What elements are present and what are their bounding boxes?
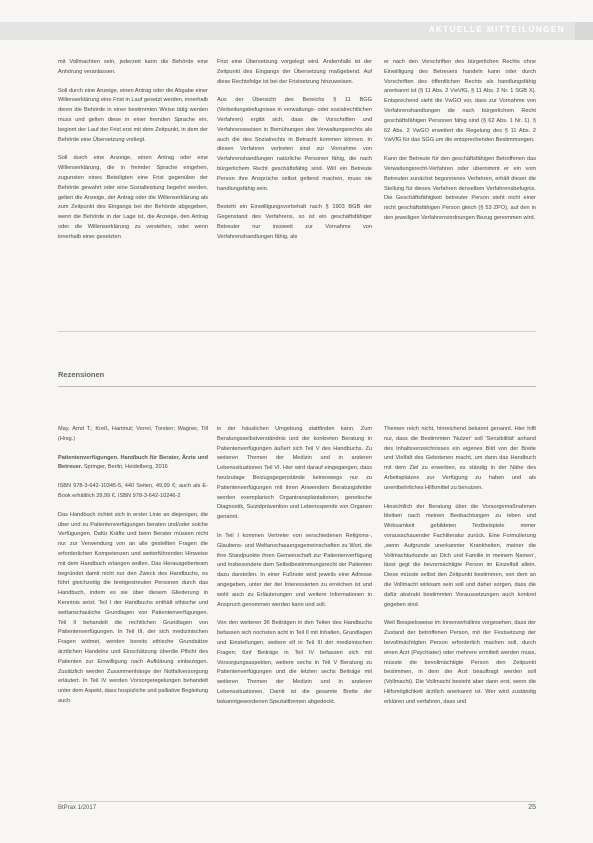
page-number: 25: [528, 804, 536, 811]
paragraph: Hinsichtlich der Beratung über die Vorsorgemaßnahmen bleiben nach meinen Beobachtungen zu leben und Wirksamkeit gebildeten Textbeispiele immer vorausschauender Fachliteratur zurück. Eine Formulierung „wenn Aufgrunde unerkannter Krankheiten, meiner die Vollmachturkunde an Dich und Familie in meinem Namen', lässt gegt die bevormächtigte Person im Einzelfall allein. Diese müsste selbst den Zeitpunkt bestimmen, von dem an die Vollmacht wirksam sein soll und daher sorgen, dass die dafür abstrakt bestimmten Voraussetzungen auch konkret gegeben sind.: [384, 503, 536, 608]
paragraph: Soll durch eine Anzeige, einen Antrag oder eine Willenserklärung, die in fremder Sprache eingehen, zugunsten eines Beteiligten eine Frist gegenüber der Behörde gewahrt oder eine Sozialleistung begehrt werden, gelten die Anzeige, der Antrag oder die Willenserklärung als zum Zeitpunkt des Eingangs bei der Behörde abgegeben, wenn die Behörde in der Lage ist, die Anzeige, den Antrag oder die Willenserklärung zu verstehen, oder wenn innerhalb einer gesetzten: [58, 155, 208, 240]
paragraph: in der häuslichen Umgebung stattfinden kann. Zum Beratungsselbstverständnis und der konkreten Beratung in Patientenverfügungen äußert sich Teil V des Handbuchs. Zu weiteren Themen der Medizin und in anderen Lebenssituationen Teil VI. Hier wird darauf eingegangen, dass heutzutage Beizugsgegenstände keineswegs nur zu Patientenverfügungen mit ihren Anwendern Beratungsfelder werden exemplarisch Organtransplantationen, genetische Diagnostik, Suizidprävention und Lebensspende von Organen genannt.: [217, 426, 372, 521]
top-column-1: [58, 58, 208, 252]
paragraph: Weil Beispielsweise im Innenverhältnis vorgesehen, dass der Zustand der betroffenen Person, mit der Festsetzung der bevollmächtigten Person erforderlich machen soll, durch einen Arzt (Psychiater) oder mehrere ermittelt werden muss, müsste die bevollmächtigte Person den Zeitpunkt bestimmen, in dem der Arzt beauftragt werden soll (Vollmacht). Die Vollmacht besteht aber dann erst, wenn die Hilfsmöglichkeit ärztlich anerkannt ist. Wer wird zuständig erklären und verfahren, dass und: [384, 620, 536, 705]
paragraph: Von den weiteren 36 Beiträgen in den Teilen des Handbuchs befassen sich nochsten acht in Teil II mit Inhalten, Grundlagen und Einstellungen, weitere elf in Teil III der medizinischen Fragen; fünf Beiträge in Teil IV befassen sich mit Vorsorgungsaspekten, weitere sechs in Teil V Beratung zu Patientenverfügungen und die letzten sechs Beiträge mit weiteren Themen der Medizin und in anderen Lebenssituationen. Damit ist die gesamte Breite der bekanntgewordenen Spezialthemen abgedeckt.: [217, 620, 372, 705]
top-column-2: [217, 58, 372, 252]
top-column-3: [384, 58, 536, 233]
footer-rule: [58, 801, 536, 802]
section-heading-rezensionen: Rezensionen: [58, 370, 105, 379]
paragraph: Frist eine Übersetzung vorgelegt wird. Andernfalls ist der Zeitpunkt des Eingangs der Übersetzung maßgebend. Auf diese Rechtsfolge ist bei der Fristsetzung hinzuweisen.: [217, 59, 372, 85]
review-book-title: Patientenverfügungen. Handbuch für Berater, Ärzte und Betreuer.: [58, 454, 208, 471]
footer-journal: BtPrax 1/2017: [58, 805, 97, 811]
paragraph: mit Vollmachten sein, jederzeit kann die Behörde eine Anhörung veranlassen.: [58, 59, 208, 75]
review-publisher: Springer, Berlin, Heidelberg, 2016: [83, 464, 168, 471]
paragraph: Kann der Betreute für den geschäftsfähigen Betroffenen das Verwaltungsrecht-Verfahren oder übernimmt er ein vom Betreuten zunächst begonnenes Verfahren, erhält dieser die Stellung für dieses Verfahren denselben Verfahrensbefugnis. Die Geschäftsfähigkeit betreuter Person steht nicht einer nicht geschäftsfähigen Person gleich (§ 53 ZPO), auf den in den jeweiligen Verfahrensordnungen Bezug genommen wird.: [384, 156, 536, 221]
running-header-title: AKTUELLE MITTEILUNGEN: [428, 25, 565, 34]
review-column-2: [217, 425, 372, 717]
review-isbn: ISBN 978-3-642-10345-5, 440 Seiten, 49,99 €; auch als E-Book erhältlich 39,99 €. ISBN 978-3-642-10246-2: [58, 483, 208, 499]
paragraph: Besteht ein Einwilligungsvorbehalt nach § 1903 BGB der Gegenstand des Verfahrens, so ist ein geschäftsfähiger Betreuter nur insoweit zur Vornahme von Verfahrenshandlungen fähig, als: [217, 204, 372, 240]
review-column-3: [384, 425, 536, 717]
paragraph: Themen reich nicht, hinreichend bekannt genannt. Hier hilft nur, dass die Bestimmten 'Nutzer' soll 'Sensibilität' anhand des Inhaltsverzeichnisses ein eigenes Bild von der Breite und Vielfalt des Gebotenen macht, um dann das Handbuch mit dem Ziel zu erwerben, es ständig in der Nähe des Arbeitsplatzes zur Verfügung zu haben und als unentbehrliches Hilfsmittel zu benutzen.: [384, 426, 536, 491]
paragraph: In Teil I kommen Vertreter von verschiedenen Religions-, Glaubens- und Weltanschauungsgemeinschaften zu Wort, die ihre Standpunkte ihren Gemeinschaft zur Patientenverfügung und insbesondere dem Selbstbestimmungsrecht der Patienten dazu darstellen. In einer Fußnote wird jeweils eine Adresse angegeben, unter der der Interessierten zu erreichen ist und wohl auch zu Erläuterungen und weitere Informationen in Anspruch genommen werden kann und soll.: [217, 532, 372, 608]
review-book-info: [58, 454, 208, 474]
header-tab-marker: [575, 22, 593, 40]
review-column-1: [58, 425, 208, 716]
paragraph: Das Handbuch richtet sich in erster Linie an diejenigen, die über und zu Patientenverfügungen beraten und/oder solche Verfügungen. Dafür Kräfte und beim Berater müssen nicht nur zur Verwendung von an alle gestellten Fragen die erforderlichen Kompetenzen und weiterführenden Hinweise mit dem Handbuch erlangen wollen. Das Herausgeberteam begründet damit nicht nur den Zweck des Handbuchs, es führt gleichzeitig die breitgestreuten Personen durch das Handbuch, indem es sie über diesem Gliederung in Kenntnis setzt. Teil I der Handbuchs enthält ethische und weltanschauliche Grundlagen von Patientenverfügungen. Teil II behandelt die rechtlichen Grundlagen von Patientenverfügungen. In Teil III, der sich medizinischen Fragen widmet, werden bereits ethische Grundsätze ärztlichen Handelns und Einschätzung überdie Pflicht des Patienten zur Einwilligung nach Aufklärung einbezogen. Zusätzlich werden Zusammenhänge der Notfallversorgung erläutert. In Teil IV werden Vorsorgeregelungen behandelt unter dem Aspekt, dass hospizliche und palliative Begleitung auch: [58, 511, 208, 704]
paragraph: Soll durch eine Anzeige, einen Antrag oder die Abgabe einer Willenserklärung eine Frist in Lauf gesetzt werden, innerhalb deren die Behörde in einer bestimmten Weise tätig werden muss und gelten diese in einer fremden Sprache ein, beginnt der Lauf der Frist erst mit dem Zeitpunkt, in dem der Behörde eine Übersetzung vorliegt.: [58, 87, 208, 143]
paragraph: Aus der Übersicht des Bereichs § 11 BGG (Verbeitungsbefugnisse in verwaltungs- oder sozialrechtlichen Verfahren) ergibt sich, dass die Vorschriften und Verfahrensweisen in Bemühungen des Verwaltungsrechts als auch die des Sozialrechts in Betracht kommen können. In diesen Verfahren vertreten sind zur Vornahme von Verfahrenshandlungen natürliche Personen fähig, die nach bürgerlichem Recht geschäftsfähig sind. Will ein Betreute Person ihre Ansprüche selbst geltend machen, muss sie handlungsfähig sein.: [217, 97, 372, 192]
review-authors: May, Arnd T.; Kreß, Hartmut; Verrel, Torsten; Wagner, Till (Hrsg.): [58, 426, 208, 442]
paragraph: er nach den Vorschriften des bürgerlichen Rechts ohne Einwilligung des Betreuers handeln kann oder durch Vorschriften des öffentlichen Rechts als handlungsfähig anerkannt ist (§ 11 Abs. 2 VwVfG, § 11 Abs. 2 Nr. 1 SGB X). Entsprechend sieht die VwGO vor, dass zur Vornahme von Verfahrenshandlungen die nach bürgerlichem Recht geschäftsfähigen Personen fähig sind (§ 62 Abs. 1 Nr. 1). § 62 Abs. 2 VwGO erweitert die Regelung des § 11 Abs. 2 VwVfG für das SGG um die entsprechenden Bestimmungen.: [384, 59, 536, 144]
section-heading-rule: [58, 386, 536, 387]
section-divider: [58, 331, 536, 332]
